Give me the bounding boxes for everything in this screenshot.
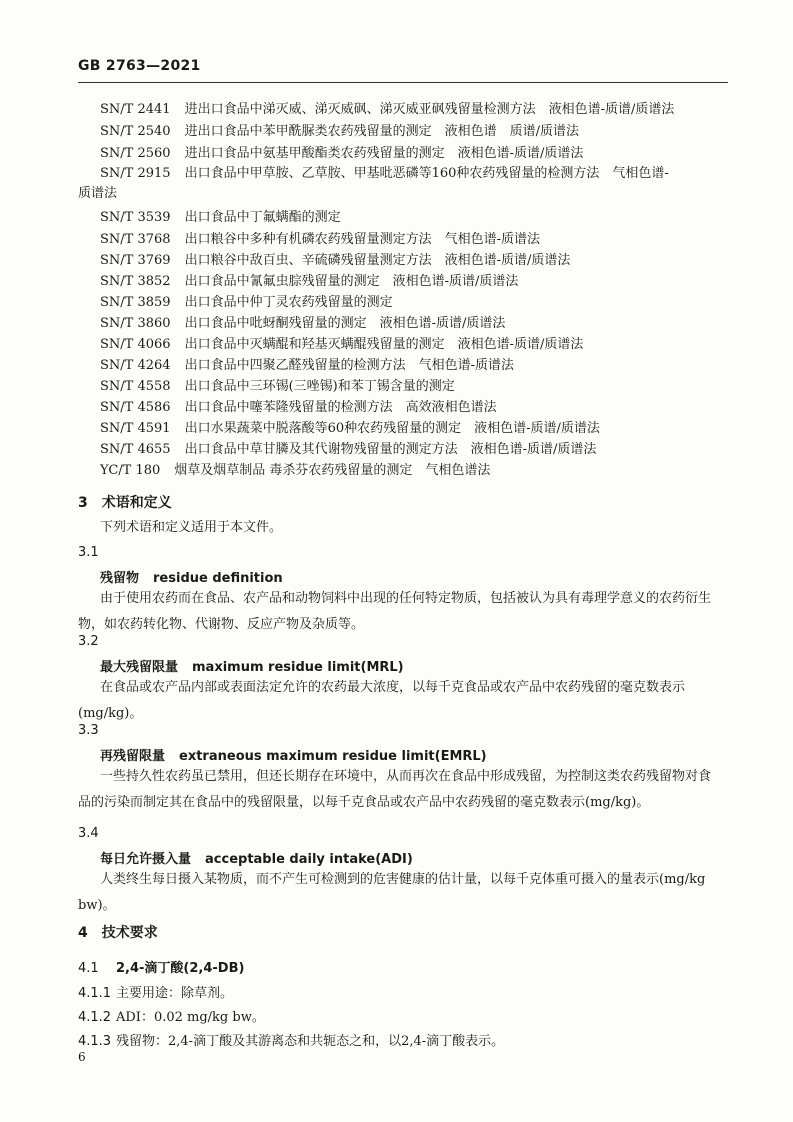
term-heading: 残留物 residue definition [100,571,283,586]
clause-4-1-1: 4.1.1 主要用途：除草剂。 [78,986,234,1001]
term-heading: 每日允许摄入量 acceptable daily intake(ADI) [100,852,413,867]
term-heading: 最大残留限量 maximum residue limit(MRL) [100,660,404,675]
reference-item: SN/T 3768 出口粮谷中多种有机磷农药残留量测定方法 气相色谱-质谱法 [100,232,540,247]
reference-item: SN/T 4591 出口水果蔬菜中脱落酸等60种农药残留量的测定 液相色谱-质谱/质谱法 [100,421,600,436]
clause-4-1-2: 4.1.2 ADI：0.02 mg/kg bw。 [78,1010,265,1025]
reference-item: SN/T 4066 出口食品中灭螨醌和羟基灭螨醌残留量的测定 液相色谱-质谱/质谱法 [100,337,584,352]
term-definition: 在食品或农产品内部或表面法定允许的农药最大浓度，以每千克食品或农产品中农药残留的毫克数表示(mg/kg)。 [78,680,686,721]
header-divider [78,82,728,83]
term-definition: 由于使用农药而在食品、农产品和动物饲料中出现的任何特定物质，包括被认为具有毒理学意义的农药衍生物，如农药转化物、代谢物、反应产物及杂质等。 [78,591,712,632]
reference-item: SN/T 3860 出口食品中吡蚜酮残留量的测定 液相色谱-质谱/质谱法 [100,316,506,331]
page-number: 6 [78,1050,86,1064]
term-number: 3.4 [78,826,99,841]
reference-item: SN/T 4655 出口食品中草甘膦及其代谢物残留量的测定方法 液相色谱-质谱/质谱法 [100,442,597,457]
section-3-heading: 3 术语和定义 [78,495,172,511]
reference-item: SN/T 2915 出口食品中甲草胺、乙草胺、甲基吡恶磷等160种农药残留量的检测方法 气相色谱- 质谱法 [78,166,669,201]
standard-number-header: GB 2763—2021 [78,58,201,74]
clause-4-1: 4.1 2,4-滴丁酸(2,4-DB) [78,961,245,976]
reference-item: SN/T 2560 进出口食品中氨基甲酸酯类农药残留量的测定 液相色谱-质谱/质谱法 [100,146,584,161]
reference-item: SN/T 3859 出口食品中仲丁灵农药残留量的测定 [100,295,393,310]
term-definition: 人类终生每日摄入某物质，而不产生可检测到的危害健康的估计量，以每千克体重可摄入的量表示(mg/kg bw)。 [78,872,706,913]
term-number: 3.3 [78,723,99,738]
term-definition: 一些持久性农药虽已禁用，但还长期存在环境中，从而再次在食品中形成残留，为控制这类农药残留物对食品的污染而制定其在食品中的残留限量，以每千克食品或农产品中农药残留的毫克数表示(mg/kg)。 [78,769,712,810]
section-4-heading: 4 技术要求 [78,925,158,941]
reference-item: SN/T 4264 出口食品中四聚乙醛残留量的检测方法 气相色谱-质谱法 [100,358,514,373]
reference-item: YC/T 180 烟草及烟草制品 毒杀芬农药残留量的测定 气相色谱法 [100,463,491,478]
reference-item: SN/T 3539 出口食品中丁氟螨酯的测定 [100,210,341,225]
reference-item: SN/T 4558 出口食品中三环锡(三唑锡)和苯丁锡含量的测定 [100,379,455,394]
reference-item: SN/T 2441 进出口食品中涕灭威、涕灭威砜、涕灭威亚砜残留量检测方法 液相色谱-质谱/质谱法 [100,102,675,117]
reference-item: SN/T 4586 出口食品中噻苯隆残留量的检测方法 高效液相色谱法 [100,400,497,415]
section-3-intro: 下列术语和定义适用于本文件。 [100,520,283,535]
clause-4-1-3: 4.1.3 残留物：2,4-滴丁酸及其游离态和共轭态之和，以2,4-滴丁酸表示。 [78,1034,505,1049]
term-number: 3.2 [78,634,99,649]
reference-item: SN/T 3852 出口食品中氰氟虫腙残留量的测定 液相色谱-质谱/质谱法 [100,274,519,289]
term-number: 3.1 [78,545,99,560]
reference-item: SN/T 2540 进出口食品中苯甲酰脲类农药残留量的测定 液相色谱 质谱/质谱法 [100,124,579,139]
term-heading: 再残留限量 extraneous maximum residue limit(EMRL) [100,749,487,764]
reference-item: SN/T 3769 出口粮谷中敌百虫、辛硫磷残留量测定方法 液相色谱-质谱/质谱法 [100,253,571,268]
